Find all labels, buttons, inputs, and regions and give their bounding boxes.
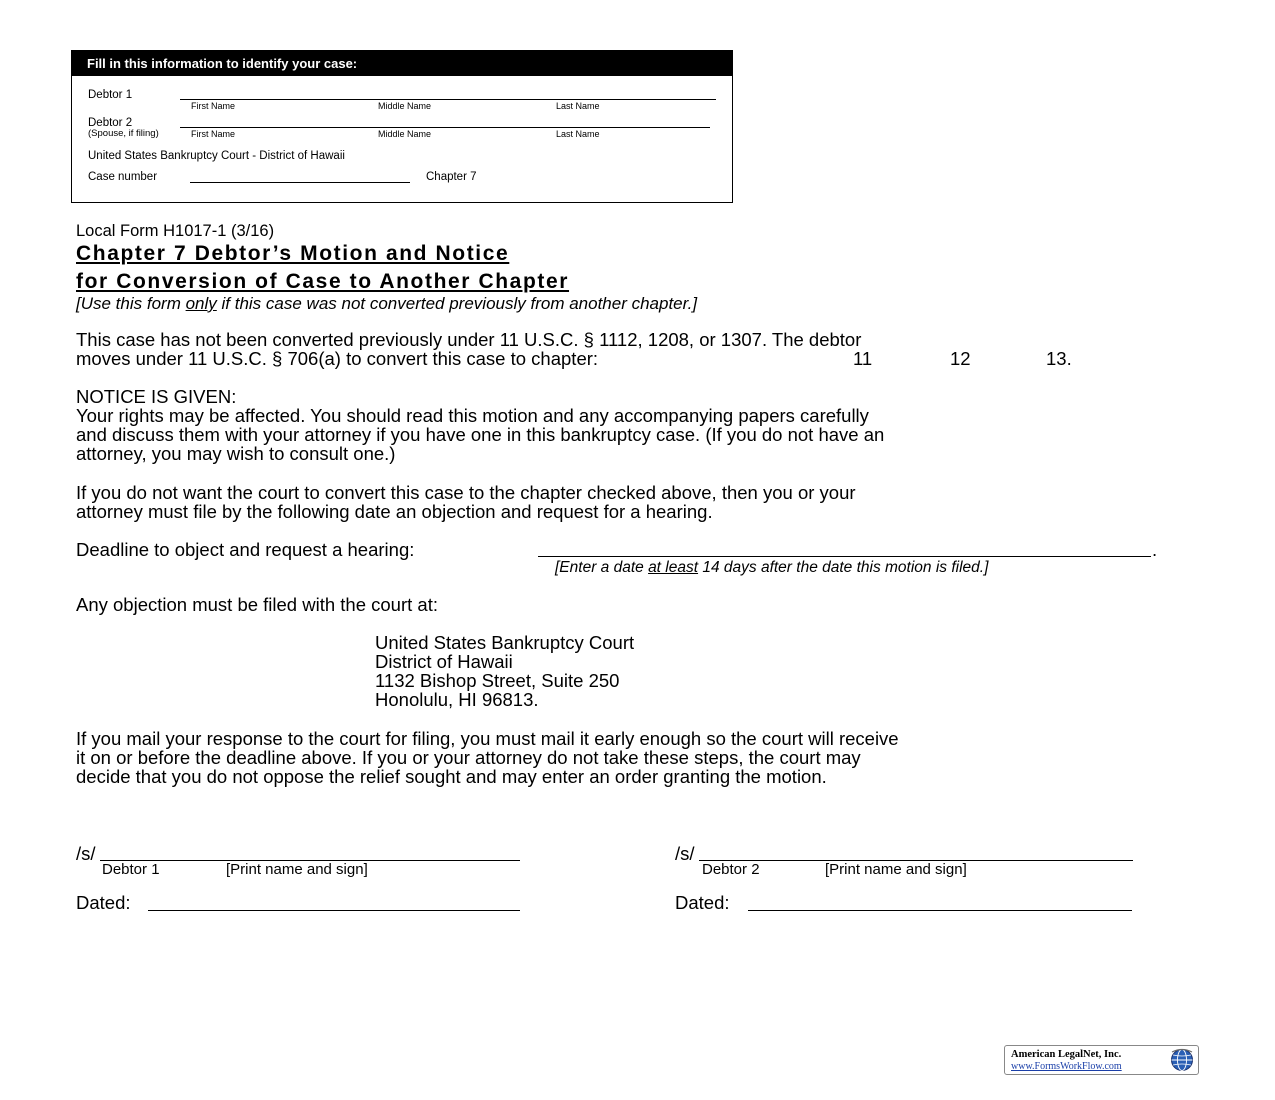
debtor1-last-name-caption: Last Name (556, 101, 600, 111)
deadline-date-field[interactable] (538, 556, 1151, 557)
deadline-hint-text-end: 14 days after the date this motion is filed.] (698, 559, 989, 576)
form-title-line1: Chapter 7 Debtor’s Motion and Notice (76, 242, 510, 265)
objection-intro: Any objection must be filed with the court at: (76, 594, 438, 615)
notice-p2-line1: If you do not want the court to convert this case to the chapter checked above, then you or your (76, 482, 856, 503)
case-number-label: Case number (88, 171, 158, 183)
address-line2: District of Hawaii (375, 651, 513, 672)
debtor2-middle-name-caption: Middle Name (378, 129, 432, 139)
address-line1: United States Bankruptcy Court (375, 632, 635, 653)
instruction-text-end: if this case was not converted previously from another chapter.] (216, 294, 698, 313)
mail-line1: If you mail your response to the court for filing, you must mail it early enough so the court will receive (76, 728, 899, 749)
globe-icon (1170, 1048, 1194, 1072)
notice-p1-line1: Your rights may be affected. You should read this motion and any accompanying papers carefully (76, 405, 869, 426)
deadline-hint (555, 559, 988, 577)
debtor2-first-name-caption: First Name (191, 129, 236, 139)
instruction-emphasis: only (185, 294, 217, 313)
court-name: United States Bankruptcy Court - District of Hawaii (88, 150, 345, 162)
motion-line2: moves under 11 U.S.C. § 706(a) to convert this case to chapter: (76, 348, 599, 369)
address-line4: Honolulu, HI 96813. (375, 689, 539, 710)
case-box-header: Fill in this information to identify your case: (72, 51, 732, 76)
debtor2-name-field[interactable] (180, 127, 710, 128)
sig2-hint: [Print name and sign] (825, 861, 967, 878)
american-legalnet-logo[interactable] (1004, 1045, 1199, 1075)
sig1-date-field[interactable] (148, 910, 520, 911)
sig1-dated-label: Dated: (76, 892, 131, 913)
deadline-hint-text: [Enter a date (555, 559, 649, 576)
debtor1-name-field[interactable] (180, 99, 716, 100)
notice-p2-line2: attorney must file by the following date an objection and request for a hearing. (76, 501, 713, 522)
logo-url-link[interactable]: www.FormsWorkFlow.com (1011, 1061, 1122, 1072)
form-id: Local Form H1017-1 (3/16) (76, 222, 275, 240)
deadline-period: . (1152, 539, 1158, 560)
sig2-prefix: /s/ (675, 843, 695, 864)
sig2-role: Debtor 2 (702, 861, 760, 878)
chapter-option-11[interactable]: 11 (853, 348, 873, 369)
deadline-hint-emphasis: at least (648, 559, 699, 576)
chapter-option-12[interactable]: 12 (950, 348, 971, 369)
case-info-box (71, 50, 733, 203)
case-number-field[interactable] (190, 182, 410, 183)
chapter-option-13[interactable]: 13. (1046, 348, 1072, 369)
sig1-hint: [Print name and sign] (226, 861, 368, 878)
debtor1-middle-name-caption: Middle Name (378, 101, 432, 111)
notice-p1-line3: attorney, you may wish to consult one.) (76, 443, 396, 464)
sig1-role: Debtor 1 (102, 861, 160, 878)
address-line3: 1132 Bishop Street, Suite 250 (375, 670, 620, 691)
sig1-prefix: /s/ (76, 843, 96, 864)
debtor2-last-name-caption: Last Name (556, 129, 600, 139)
notice-p1-line2: and discuss them with your attorney if you have one in this bankruptcy case. (If you do not have an (76, 424, 885, 445)
sig2-date-field[interactable] (748, 910, 1132, 911)
debtor2-label: Debtor 2 (88, 117, 133, 129)
sig2-dated-label: Dated: (675, 892, 730, 913)
debtor1-label: Debtor 1 (88, 89, 133, 101)
logo-name: American LegalNet, Inc. (1011, 1049, 1122, 1060)
mail-line2: it on or before the deadline above. If you or your attorney do not take these steps, the court may (76, 747, 861, 768)
deadline-label: Deadline to object and request a hearing: (76, 539, 415, 560)
notice-heading: NOTICE IS GIVEN: (76, 386, 237, 407)
debtor1-first-name-caption: First Name (191, 101, 236, 111)
form-instruction (76, 294, 697, 314)
form-title-line2: for Conversion of Case to Another Chapter (76, 270, 570, 293)
chapter-label: Chapter 7 (426, 171, 477, 183)
instruction-text: [Use this form (76, 294, 186, 313)
debtor2-spouse-note: (Spouse, if filing) (88, 128, 159, 139)
motion-line1: This case has not been converted previously under 11 U.S.C. § 1112, 1208, or 1307. The debtor (76, 329, 862, 350)
mail-line3: decide that you do not oppose the relief sought and may enter an order granting the motion. (76, 766, 827, 787)
